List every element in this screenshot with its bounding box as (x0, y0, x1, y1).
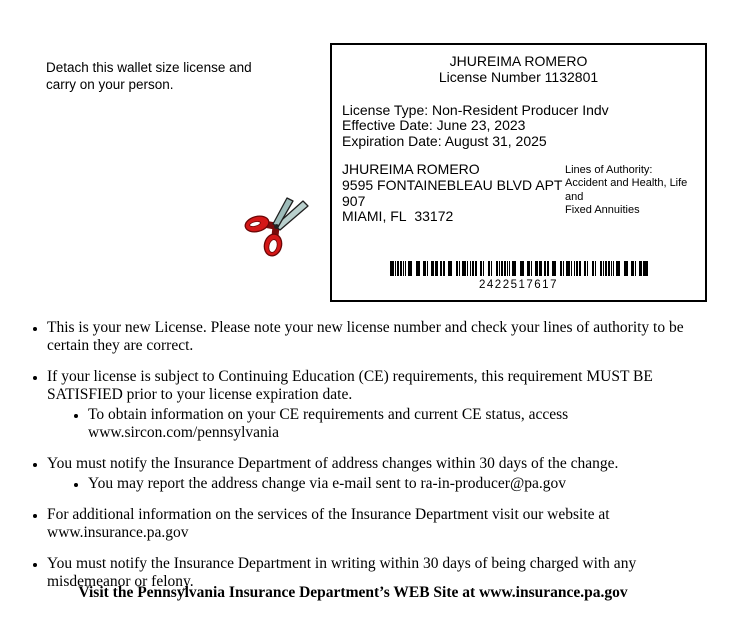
notice-item (47, 455, 704, 493)
notice-sublist (47, 475, 704, 493)
card-meta (342, 103, 695, 150)
card-holder-name: JHUREIMA ROMERO (449, 53, 588, 69)
notice-item (47, 506, 704, 542)
detach-instruction: Detach this wallet size license and carry on your person. (46, 60, 252, 93)
barcode (390, 261, 648, 276)
notice-text: If your license is subject to Continuing Education (CE) requirements, this requirement MUST BE SATISFIED prior to your license expiration date. (47, 367, 653, 403)
expiration-date-line: Expiration Date: August 31, 2025 (342, 133, 547, 150)
notices-list (0, 319, 704, 591)
scissors-icon (242, 195, 314, 259)
notice-text: You must notify the Insurance Department in writing within 30 days of being charged with any misdemeanor or felony. (47, 554, 637, 590)
notice-item (47, 319, 704, 355)
barcode-block (332, 261, 705, 292)
address-block (342, 162, 565, 225)
license-card (330, 43, 707, 302)
notice-subitem (88, 406, 704, 442)
notice-text: You must notify the Insurance Department of address changes within 30 days of the change. (47, 454, 619, 472)
address-line2: 907 (342, 192, 366, 209)
lines-of-authority-title: Lines of Authority: (565, 163, 653, 176)
lines-of-authority-line-2: Fixed Annuities (565, 204, 640, 217)
card-header (342, 54, 695, 86)
notice-subitem (88, 475, 704, 493)
notice-sublist (47, 406, 704, 442)
notice-subtext: To obtain information on your CE requirements and current CE status, access www.sircon.com/pennsylvania (88, 405, 569, 441)
license-type-line: License Type: Non-Resident Producer Indv (342, 101, 609, 118)
notice-text: This is your new License. Please note your new license number and check your lines of authority to be certain they are correct. (47, 319, 684, 354)
lines-of-authority-block (565, 162, 695, 225)
address-line1: 9595 FONTAINEBLEAU BLVD APT (342, 176, 563, 193)
notice-subtext: You may report the address change via e-mail sent to ra-in-producer@pa.gov (88, 474, 566, 492)
address-city-state-zip: MIAMI, FL 33172 (342, 208, 454, 225)
address-name: JHUREIMA ROMERO (342, 160, 480, 177)
footer-website-note: Visit the Pennsylvania Insurance Department’s WEB Site at www.insurance.pa.gov (78, 584, 628, 601)
card-license-number: License Number 1132801 (438, 68, 599, 85)
barcode-number: 2422517617 (475, 279, 562, 292)
notice-item (47, 368, 704, 442)
notices-section (0, 319, 704, 604)
effective-date-line: Effective Date: June 23, 2023 (342, 117, 526, 134)
notice-text: For additional information on the services of the Insurance Department visit our website at www.insurance.pa.gov (47, 505, 610, 541)
lines-of-authority-line-1: Accident and Health, Life and (565, 177, 688, 203)
